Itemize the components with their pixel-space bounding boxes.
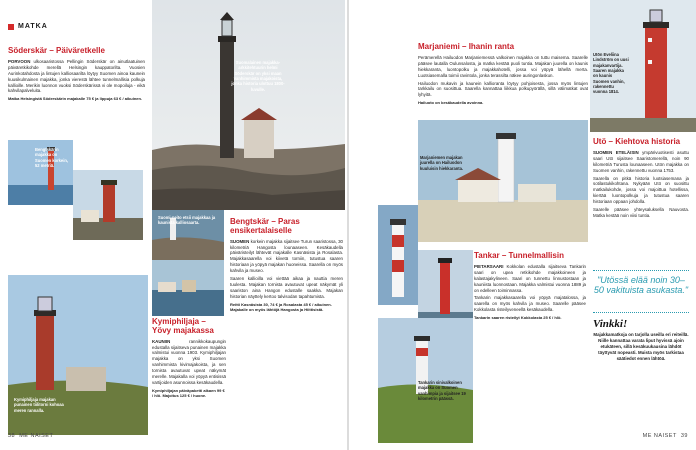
kymi-body-text: rannikkokaupungin edustalla sijaitseva punainen majakka valmistui vuonna 1903. Kymiphiljajan majakka on yksi Suomen vanhimmista kivimajakoista, ja sen tornista avautuvat upeat näkymät merelle. Majakalla voi yöpyä entisissä vartijoiden asunnoissa kesäkaudella. [152, 338, 226, 386]
bengtskar-lead: SUOMEN [230, 238, 250, 244]
tankar-article [474, 252, 586, 320]
marjaniemi-note: Hailuoto on kesäkaudella avoinna. [418, 100, 484, 106]
quote-rule-bottom [593, 312, 689, 313]
left-page-number: 38 [8, 433, 16, 439]
gutter [347, 0, 349, 450]
quote-rule-top [593, 270, 689, 271]
soderskar-body [8, 59, 145, 95]
left-magazine-name: ME NAISET [19, 433, 54, 439]
soderskar-article [8, 47, 145, 102]
section-label: MATKA [18, 23, 48, 30]
kymi-note: Kymiphiljajan päiväpaketti alkaen 99 € / hlö. Majoitus 125 € / huone. [152, 388, 225, 399]
right-magazine-name: ME NAISET [642, 433, 677, 439]
bengtskar-body-text: korkein majakka sijaitsee Turun saaristossa, 30 kilometriä Hangosta lounaaseen. Kesäkaudella päiväristeilyt lähtevät majakalle Kasnäsista ja Rosalasta. Majakkasaarella voi kiivetä torniin, tutustua saaren historiaan ja yöpyä majakan huoneissa. Saarella on myös kahvila ja museo. [230, 238, 343, 274]
kymi-lead: KAUNIIN [152, 338, 171, 344]
bengtskar-body [230, 239, 343, 275]
tankar-body-text: Kokkolan edustalla sijaitseva Tankarin saari on upea retkikohde majakkoineen ja kalastajakylineen. Saari on tunnettu linnustostaan ja kauniista luonnostaan. Majakka valmistui vuonna 1889 ja on edelleen toiminnassa. [474, 263, 586, 293]
uto-caption: Utön Eveliina Lindström on uusi majakanvartija. Saaren majakka on kaunis Suomen vanhin, rakennettu vuonna 1814. [593, 52, 629, 95]
soderskar-body-text: ulkosaaristossa Pellingin Söderskär on ainutlaatuinen päiväretkikohde merellä Helsingin kauppatorilta. Vuosien Aurinkotahdosta ja lintujen kalliosaarilta löytyy Suomen ainoa kaunein kuusikulmainen majakka, jonka vierestä lähtee tunnelmallisia polkuja kallioille. Merikin luonnon vuoksi Söderskärissä vi ole mopoiluja ‑ eikä kahvilapalveluita. [8, 58, 145, 94]
tankar-body [474, 264, 586, 294]
kymi-heading: Kymiphiljaja – Yövy majakassa [152, 317, 214, 335]
vinkki-label: Vinkki! [593, 318, 628, 330]
uto-heading: Utö – Kiehtova historia [593, 137, 681, 146]
red-white-lighthouse-photo [378, 205, 418, 305]
soderskar-small-caption: Suomi-neito etsii majakkaa ja kaunista kalliosaarta. [158, 215, 216, 226]
bengtskar-note: Reitti Kasnäsista 30, 74 € ja Rosalasta 45 € / aikuinen. Majakalle on myös lähtöjä Hangosta ja Hiittisistä. [230, 301, 332, 313]
uto-lead: SUOMEN ETELÄISIN [593, 149, 639, 155]
section-tag [8, 23, 48, 30]
tankar-note: Tankarin saaren risteilyt Kokkolasta 25 € / hlö. [474, 315, 562, 321]
soderskar-heading: Söderskär – Päiväretkelle [8, 46, 105, 55]
kymi-body [152, 339, 226, 387]
section-marker [8, 24, 14, 30]
soderskar-note: Matka Helsingistä Söderskärin majakalle 75 € ja lippuja 63 € / aikuinen. [8, 96, 143, 102]
bengtskar-article [230, 218, 343, 312]
coast-town-photo [152, 260, 224, 316]
bengtskar-heading: Bengtskär – Paras ensikertalaiselle [230, 217, 300, 235]
tankar-body-2: Tankarin majakkasaarella voi yöpyä majatalossa, ja saarella on myös kahvila ja museo. Saarelle pääsee Kokkolasta risteilyveneellä kesäkaudella. [474, 295, 586, 313]
marjaniemi-photo [418, 120, 588, 242]
vinkki-box [593, 318, 689, 362]
marjaniemi-article [418, 43, 588, 106]
uto-body [593, 150, 689, 174]
kymi-article [152, 318, 226, 398]
left-folio [8, 433, 53, 439]
uto-body-text: ympärivuotisesti asuttu saari Utö sijaitsee Saaristomerellä, noin 90 kilometriä Turusta lounaaseen. Utön majakka on Suomen vanhin, rakennettu vuonna 1753. [593, 149, 689, 173]
uto-article [593, 138, 689, 219]
tankar-lead: PIETARSAARI [474, 263, 504, 269]
tankar-heading: Tankar – Tunnelmallisin [474, 251, 564, 260]
uto-body-3: Saarelle pääsee yhteysaluksella Nauvosta. Matka kestää noin viisi tuntia. [593, 207, 689, 219]
soderskar-lighthouse-photo [152, 0, 345, 210]
soderskar-lead: PORVOON [8, 58, 31, 64]
right-folio [643, 433, 688, 439]
marjaniemi-body: Perämerellä Hailuodon Marjaniemessä valkoinen majakka on tuttu maisema. Saarelle pääsee lautalla Oulunsalosta, ja matka kestää puoli tuntia. Majakan juurella on kaunis hiekkaranta, luontopolku ja majakkahotelli, jossa voi yöpyä lähellä merta. Luotsiasemalla toimii ravintola, jonka terassilta näkee auringonlaskun. [418, 54, 588, 78]
uto-body-2: Saarella on pitkä historia luotsiasemana ja sotilastukikohtana. Nykyään Utö on suosittu matkailukohde, jossa voi majoittua hotellissa, kiertää luontopolkuja ja tutustua saaren historiaan oppaan johdolla. [593, 175, 689, 205]
pull-quote: "Utössä elää noin 30–50 vakituista asukasta." [593, 275, 689, 296]
red-tower-photo [73, 170, 143, 240]
soderskar-tower-caption: Suomalainen majakka-arkkitehtuurin helmi Söderskär on yksi maan vanhimmista majakoista, jonka historia ulottuu 1800-luvulle. [231, 60, 285, 92]
bengtskar-body-2: Saaren kallioilla voi viettää aikaa ja nauttia meren tuulesta. Majakan tornista avautuvat upeat näkymät yli saariston aina Hangon edustalle saakka. Majakan historian näyttely kertoo talvisodan tapahtumista. [230, 276, 343, 300]
marjaniemi-body-2: Hailuodon mukavin ja kaunein kallioranta löytyy pohjoisesta, jossa myös lintujen tarkkailu on suosittua. Saarella kannattaa liikkua polkupyörällä, sillä välimatkat ovat lyhyitä. [418, 80, 588, 98]
bengtskar-small-caption: Bengtskärin majakka on Suomen korkein, 52 metriä. [35, 147, 68, 168]
right-page-number: 39 [680, 433, 688, 439]
tankar-caption: Tankarin sinivalkoinen majakka on Suomen vanhimpia ja sijaitsee 19 kilometrin päässä. [418, 380, 466, 401]
kymi-small-caption: Kymiphiljaja majakan punainen tiilitorni kohoaa meren rannalla. [14, 397, 64, 413]
marjaniemi-caption: Marjaniemen majakan juurella on Hailuodon kuuluisin hiekkaranta. [420, 155, 463, 171]
marjaniemi-heading: Marjaniemi – Ihanin ranta [418, 42, 515, 51]
vinkki-body: Majakkamatkoja on tarjolla useilla eri reiteillä. Niille kannattaa varata liput hyvissä ajoin etukäteen, sillä kesäkuukausina lähdöt täyttyvät nopeasti. Muista myös tarkistaa säätiedot ennen lähtöä. [593, 332, 689, 361]
